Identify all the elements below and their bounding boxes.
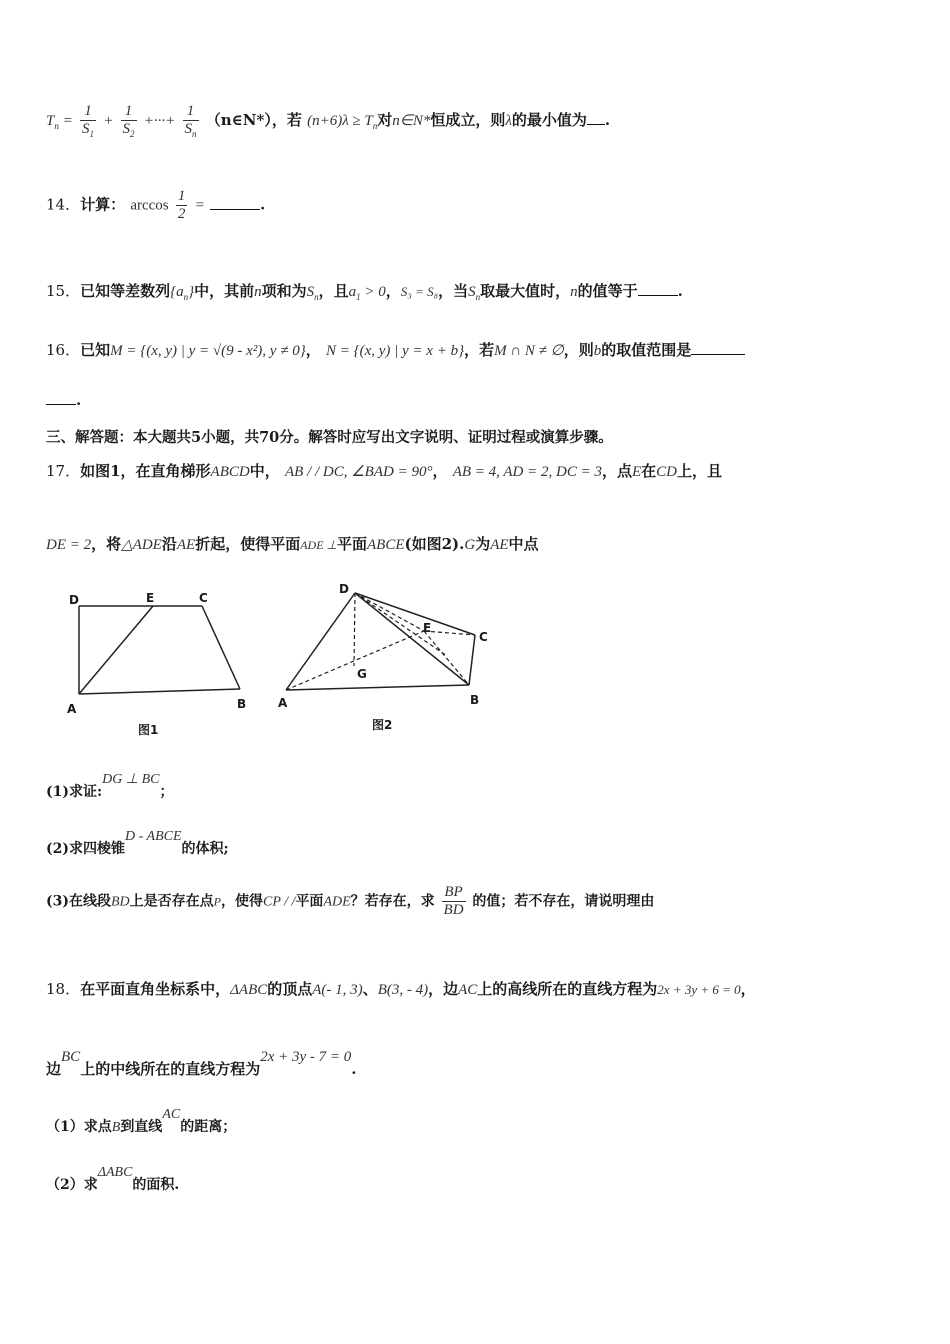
q18-line1: 18．在平面直角坐标系中，ΔABC的顶点A(- 1, 3)、B(3, - 4)，边AC上的高线所在的直线方程为2x + 3y + 6 = 0， xyxy=(46,980,756,998)
q17-p2-expr: D - ABCE xyxy=(125,829,182,844)
q15-seq: $\{a_n\}$ xyxy=(170,284,195,302)
q13-frac1: $\frac{1}{S_1}$ xyxy=(81,103,94,139)
q13-domain2: n∈N* xyxy=(392,113,431,129)
q18-eq1: 2x + 3y + 6 = 0 xyxy=(657,982,741,997)
fig1-label-a: A xyxy=(67,702,77,716)
q15-cond2: S₃ = S₈ xyxy=(400,284,439,299)
q17-line1: 17．如图1，在直角梯形ABCD中， AB / / DC, ∠BAD = 90°， AB = 4, AD = 2, DC = 3，点E在CD上，且 xyxy=(46,462,723,480)
q17-figure-2 xyxy=(272,578,502,743)
fig1-label-e: E xyxy=(146,591,155,605)
q13-line: $T_n$ = $\frac{1}{S_1}$ + $\frac{1}{S_2}$ +···+ $\frac{1}{S_n}$ （n∈N*），若 $(n+6)\lambda \ge T_n$对n∈N*恒成立，则λ的最小值为 . xyxy=(46,103,611,139)
q15-sn: $S_n$ xyxy=(306,284,319,302)
q18-point-a: A(- 1, 3) xyxy=(312,982,363,998)
q17-number: 17． xyxy=(46,462,81,480)
q17-cond1: AB / / DC, ∠BAD = 90° xyxy=(284,464,433,480)
q14-expr: arccos xyxy=(130,197,169,214)
q14-frac: $\frac{1}{2}$ xyxy=(177,188,186,222)
q15-cond1: $a_1 > 0$ xyxy=(348,284,386,302)
q15-sn2: $S_n$ xyxy=(468,284,481,302)
figure-1-drawing xyxy=(60,585,260,745)
fig2-caption: 图2 xyxy=(372,718,393,732)
q15-number: 15． xyxy=(46,282,81,300)
q13-domain: （n∈N*） xyxy=(205,111,272,129)
q18-eq2: 2x + 3y - 7 = 0 xyxy=(260,1049,352,1065)
fig2-label-g: G xyxy=(357,667,367,681)
fig2-label-b: B xyxy=(470,693,480,707)
q15-line: 15．已知等差数列$\{a_n\}$中，其前n项和为$S_n$，且$a_1 > 0$，S₃ = S₈，当$S_n$取最大值时，n的值等于 . xyxy=(46,282,683,302)
q16-set-m: M = {(x, y) | y = √(9 - x²), y ≠ 0} xyxy=(110,343,306,359)
q16-set-n: N = {(x, y) | y = x + b} xyxy=(325,343,465,359)
q14-label: 计算： xyxy=(80,195,126,214)
q18-number: 18． xyxy=(46,980,81,998)
q14-number: 14． xyxy=(46,195,81,214)
q17-cond2: AB = 4, AD = 2, DC = 3 xyxy=(452,464,602,480)
q13-frac3: $\frac{1}{S_n}$ xyxy=(184,103,197,139)
q13-dots: +···+ xyxy=(143,113,176,129)
q16-cond: M ∩ N ≠ ∅ xyxy=(494,343,564,359)
q13-ineq: $(n+6)\lambda \ge T_n$ xyxy=(307,113,378,131)
q17-de: DE = 2 xyxy=(46,537,92,553)
q18-part1: （1）求点B到直线AC的距离； xyxy=(46,1107,237,1135)
q16-answer-blank-2 xyxy=(46,404,76,405)
fig1-label-c: C xyxy=(199,591,208,605)
fig2-label-e: E xyxy=(423,621,432,635)
section3-heading: 三、解答题：本大题共5小题，共70分。解答时应写出文字说明、证明过程或演算步骤。 xyxy=(46,429,613,446)
fig2-label-a: A xyxy=(278,696,288,710)
q14-answer-blank xyxy=(210,209,260,210)
fig2-label-d: D xyxy=(339,582,349,596)
q17-p1-expr: DG ⊥ BC xyxy=(102,772,160,787)
fig1-label-b: B xyxy=(237,697,247,711)
fig1-caption: 图1 xyxy=(138,723,159,737)
q16-answer-blank-1 xyxy=(691,354,745,355)
q13-frac2: $\frac{1}{S_2}$ xyxy=(122,103,135,139)
q17-figure-1 xyxy=(60,585,260,745)
q18-part2: （2）求ΔABC的面积. xyxy=(46,1165,180,1193)
q17-line2: DE = 2，将△ADE沿AE折起，使得平面ADE ⊥平面ABCE(如图2).G为AE中点 xyxy=(46,535,539,553)
q13-answer-blank xyxy=(587,124,605,125)
fig1-label-d: D xyxy=(69,593,79,607)
q16-line2: . xyxy=(46,391,81,409)
q13-t: $T_n$ = xyxy=(46,113,73,131)
q16-line: 16．已知M = {(x, y) | y = √(9 - x²), y ≠ 0}， N = {(x, y) | y = x + b}，若M ∩ N ≠ ∅，则b的取值范围是 xyxy=(46,339,745,360)
q17-part3: (3)在线段BD上是否存在点P，使得CP / /平面ADE？若存在，求 $\frac{BP}{BD}$ 的值；若不存在，请说明理由 xyxy=(46,884,655,918)
q17-part2: (2)求四棱锥D - ABCE的体积; xyxy=(46,829,229,857)
q15-answer-blank xyxy=(638,295,678,296)
q16-number: 16． xyxy=(46,341,81,359)
fig2-label-c: C xyxy=(479,630,488,644)
q13-lambda: λ xyxy=(505,113,512,129)
q18-line2: 边BC上的中线所在的直线方程为2x + 3y - 7 = 0. xyxy=(46,1049,357,1078)
q14-line: 14．计算： arccos $\frac{1}{2}$ = . xyxy=(46,188,266,222)
q17-part1: (1)求证:DG ⊥ BC； xyxy=(46,772,174,800)
q18-point-b: B(3, - 4) xyxy=(377,982,429,998)
q17-p3-frac: $\frac{BP}{BD}$ xyxy=(443,884,464,918)
